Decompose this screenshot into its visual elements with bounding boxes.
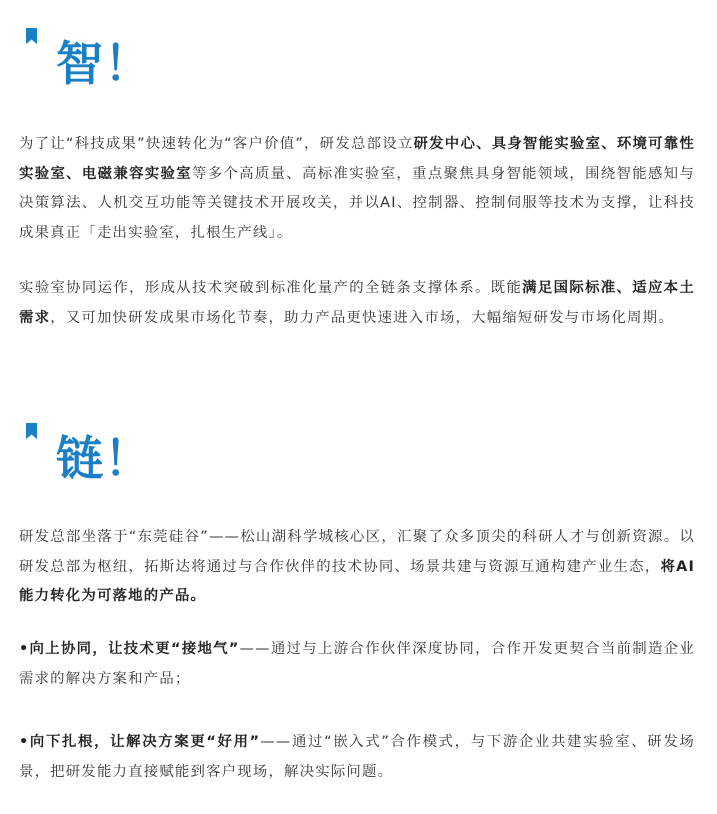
paragraph-text: 为了让“科技成果”快速转化为“客户价值”，研发总部设立 [19,136,414,152]
paragraph [19,130,695,248]
section-title: 链！ [56,432,152,487]
section-heading [19,28,695,128]
paragraph-text: ，又可加快研发成果市场化节奏，助力产品更快速进入市场，大幅缩短研发与市场化周期。 [50,309,674,326]
paragraph [19,274,695,333]
paragraph-text: 实验室协同运作，形成从技术突破到标准化量产的全链条支撑体系。既能 [19,280,523,296]
paragraph-text: ——通过与上游合作伙伴深度协同，合作开发更契合当前制造企业需求的解决方案和产品； [19,641,695,687]
bullet-paragraph [19,728,695,787]
section-intelligence [19,28,696,326]
paragraph-bold-text: 满足国际标准、适应本土需求 [19,280,696,326]
section-title: 智！ [56,37,152,92]
bullet-bold-lead: •向上协同，让技术更“接地气” [19,641,240,657]
paragraph-text: 研发总部坐落于“东莞硅谷”——松山湖科学城核心区，汇聚了众多顶尖的科研人才与创新资源。以研发总部为枢纽，拓斯达将通过与合作伙伴的技术协同、场景共建与资源互通构建产业生态， [19,529,695,575]
bookmark-flag-icon [26,423,37,439]
section-heading [19,423,695,523]
bullet-paragraph [19,635,695,694]
bookmark-flag-icon [26,28,37,44]
paragraph-bold-text: 研发中心、具身智能实验室、环境可靠性实验室、电磁兼容实验室 [19,136,695,182]
paragraph-bold-text: 将AI能力转化为可落地的产品。 [19,558,696,604]
paragraph [19,523,695,612]
paragraph-text: 等多个高质量、高标准实验室，重点聚焦具身智能领域，围绕智能感知与决策算法、人机交互功能等关键技术开展攻关，并以AI、控制器、控制伺服等技术为支撑，让科技成果真正「走出实验室，扎根生产线」。 [19,165,695,241]
bullet-bold-lead: •向下扎根，让解决方案更“好用” [19,734,261,750]
paragraph-text: ——通过“嵌入式”合作模式，与下游企业共建实验室、研发场景，把研发能力直接赋能到客户现场，解决实际问题。 [19,734,695,780]
section-chain [19,423,696,780]
